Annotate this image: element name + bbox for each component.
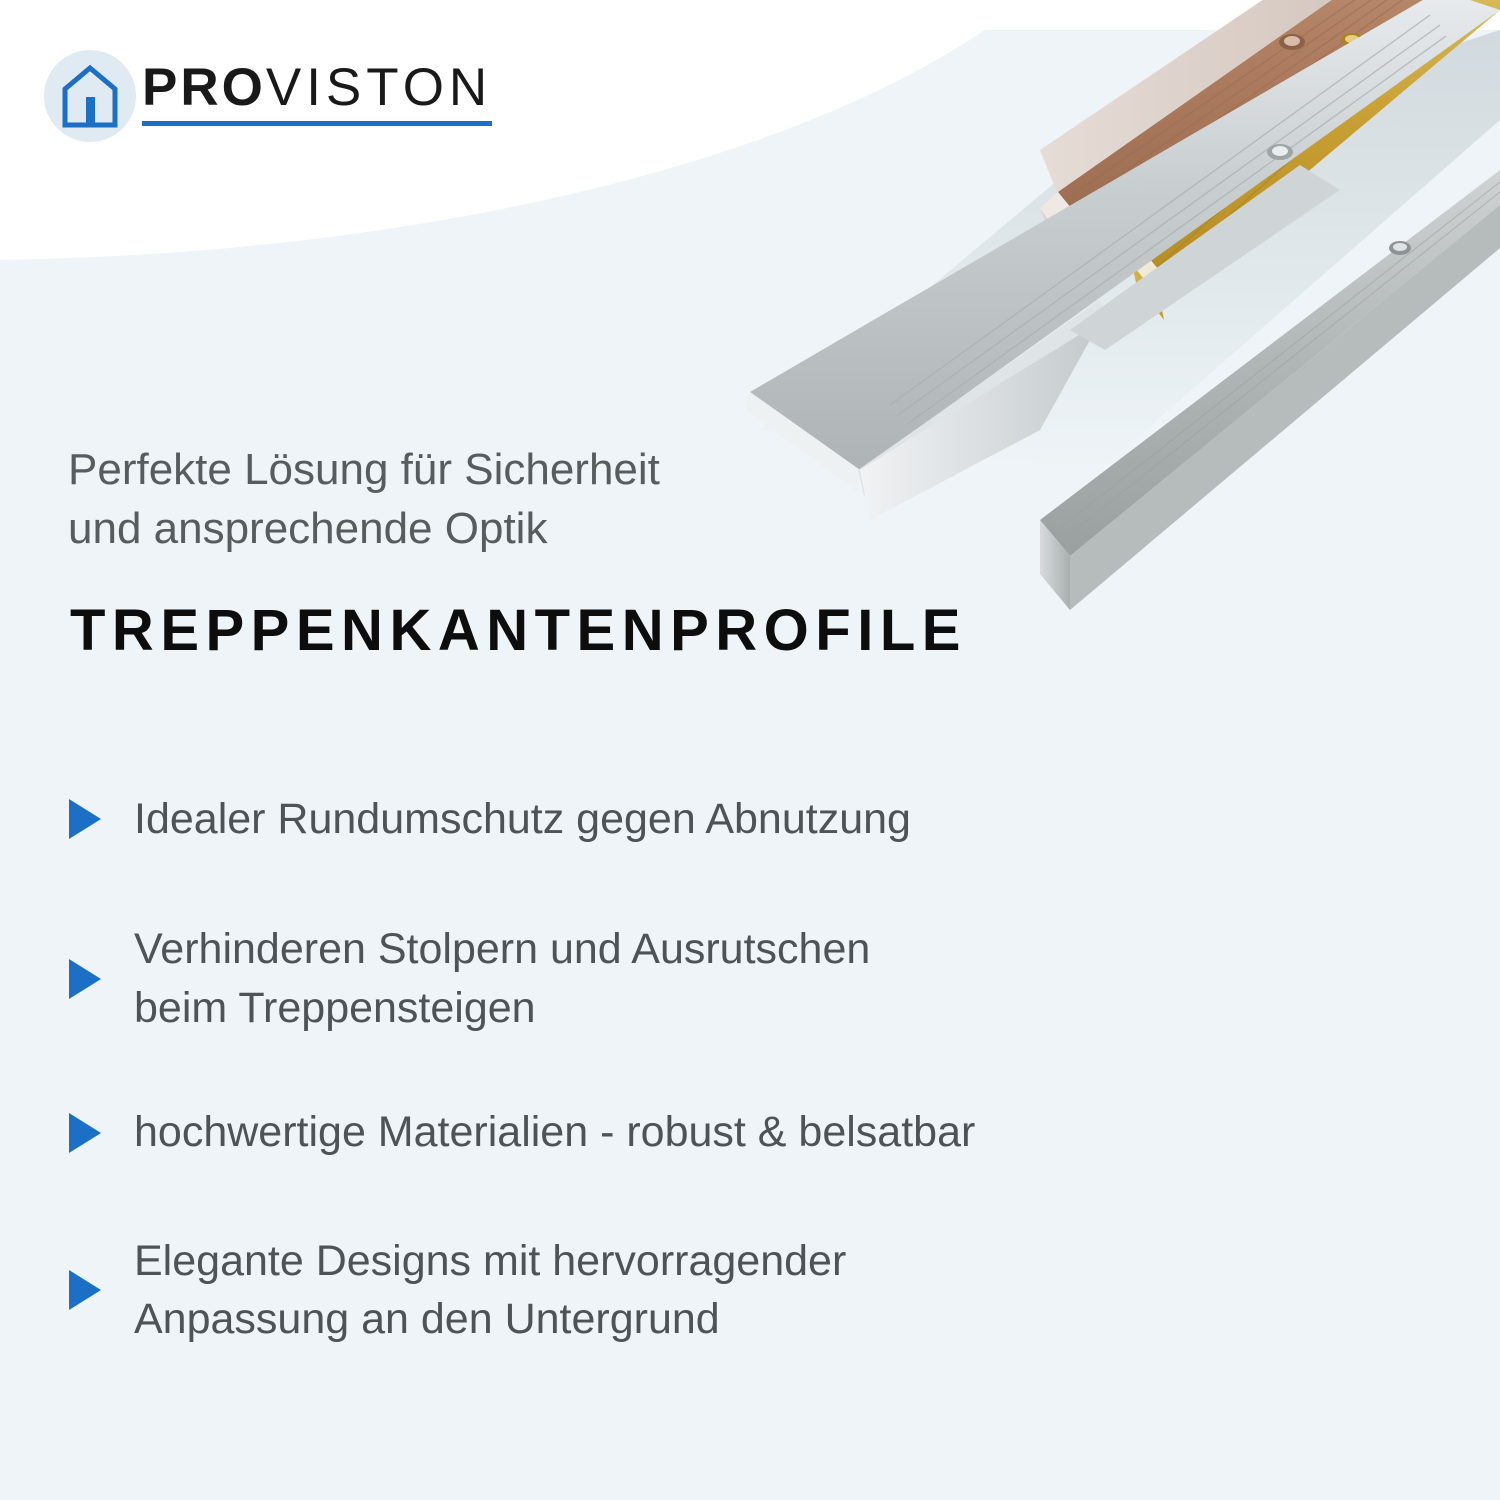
subtitle	[68, 440, 968, 559]
page-title: TREPPENKANTENPROFILE	[70, 598, 967, 663]
feature-list	[62, 790, 1422, 1349]
list-item	[62, 1103, 1422, 1161]
list-item-label-2: Anpassung an den Untergrund	[134, 1295, 720, 1344]
logo-word-pro: PRO	[142, 57, 266, 117]
triangle-right-icon	[62, 957, 108, 1001]
triangle-right-icon	[62, 797, 108, 841]
logo-badge	[44, 50, 136, 142]
list-item-label: Elegante Designs mit hervorragender	[134, 1236, 847, 1285]
logo-word-viston: VISTON	[265, 57, 493, 117]
list-item-label-2: beim Treppensteigen	[134, 983, 536, 1032]
brand-logo	[44, 50, 492, 142]
logo-underline	[142, 121, 492, 126]
triangle-right-icon	[62, 1268, 108, 1312]
list-item	[62, 790, 1422, 848]
subtitle-line-1: Perfekte Lösung für Sicherheit	[68, 445, 660, 494]
logo-wordmark	[142, 57, 493, 132]
list-item-label: hochwertige Materialien - robust & belsatbar	[134, 1108, 976, 1157]
list-item	[62, 1232, 1422, 1349]
list-item	[62, 920, 1422, 1037]
subtitle-line-2: und ansprechende Optik	[68, 504, 548, 554]
list-item-label: Idealer Rundumschutz gegen Abnutzung	[134, 795, 911, 843]
house-outline-icon	[59, 63, 121, 129]
list-item-label: Verhinderen Stolpern und Ausrutschen	[134, 925, 871, 974]
triangle-right-icon	[62, 1111, 108, 1155]
